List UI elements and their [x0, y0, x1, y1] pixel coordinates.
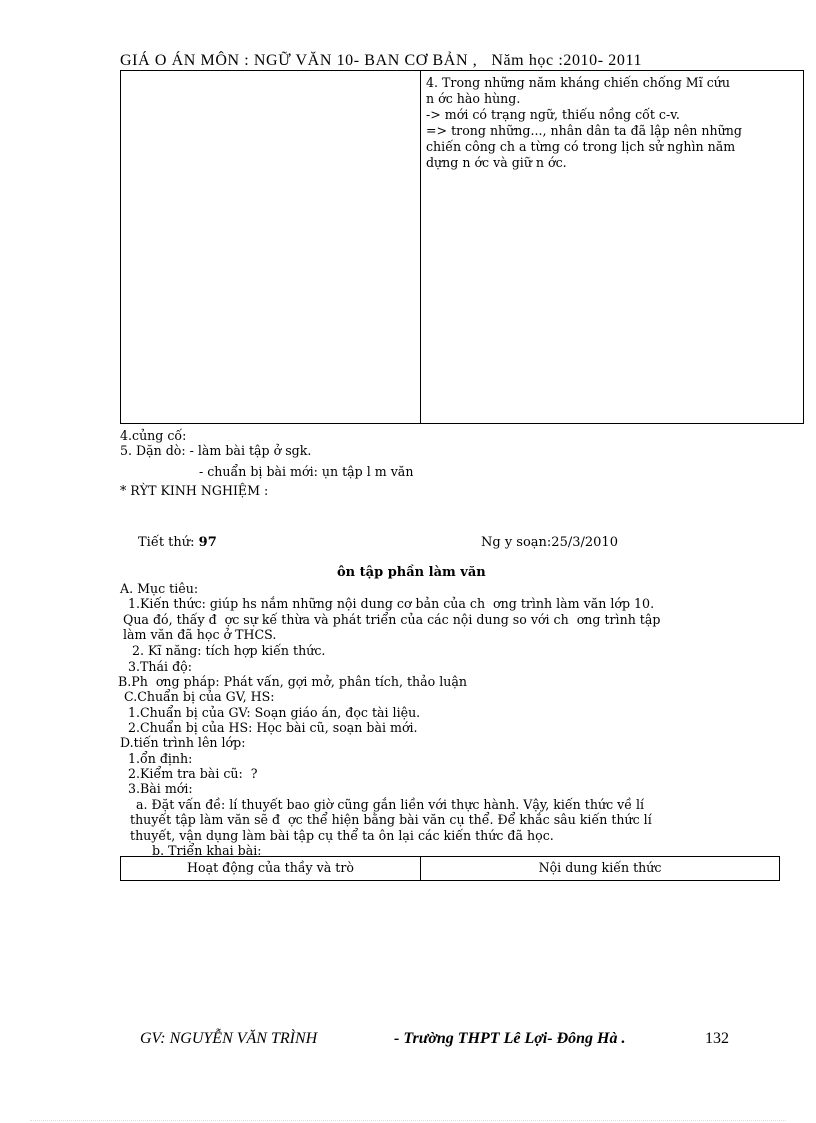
body-line: 1.ổn định: — [120, 751, 193, 766]
footer-school: - Trường THPT Lê Lợi- Đông Hà . — [394, 1030, 626, 1047]
ngay-soan: Ng y soạn:25/3/2010 — [481, 535, 618, 550]
body-line: 1.Kiến thức: giúp hs nắm những nội dung cơ bản của ch ơng trình làm văn lớp 10. — [120, 596, 655, 611]
col-header-activities: Hoạt động của thầy và trò — [187, 860, 354, 875]
cell-line: 4. Trong những năm kháng chiến chống Mĩ cứu — [426, 75, 730, 90]
cung-co-line: 4.củng cố: — [120, 428, 187, 443]
cell-line: => trong những..., nhân dân ta đã lập nên những — [426, 123, 742, 138]
footer-teacher: GV: NGUYỄN VĂN TRÌNH — [140, 1030, 318, 1047]
body-line: B.Ph ơng pháp: Phát vấn, gợi mở, phân tích, thảo luận — [118, 674, 467, 689]
col-header-content: Nội dung kiến thức — [538, 860, 662, 875]
body-line: 2.Kiểm tra bài cũ: ? — [120, 766, 258, 781]
header-year: Năm học :2010- 2011 — [491, 52, 643, 69]
body-line: thuyết, vận dụng làm bài tập cụ thể ta ôn lại các kiến thức đã học. — [126, 828, 554, 843]
body-line: a. Đặt vấn đề: lí thuyết bao giờ cũng gắn liền với thực hành. Vậy, kiến thức về lí — [120, 797, 645, 812]
body-line: 2.Chuẩn bị của HS: Học bài cũ, soạn bài mới. — [120, 720, 418, 735]
page-bottom-edge — [30, 1120, 786, 1121]
body-line: thuyết tập làm văn sẽ đ ợc thể hiện bằng bài văn cụ thể. Để khắc sâu kiến thức lí — [126, 812, 652, 827]
dan-do-line-1: 5. Dặn dò: - làm bài tập ở sgk. — [120, 443, 312, 458]
cell-line: dựng n ớc và giữ n ớc. — [426, 155, 567, 170]
tiet-label: Tiết thứ: — [138, 535, 199, 550]
body-line: b. Triển khai bài: — [120, 843, 262, 858]
body-line: C.Chuẩn bị của GV, HS: — [120, 689, 275, 704]
dan-do-line-2: - chuẩn bị bài mới: ụn tập l m văn — [199, 464, 414, 479]
cell-line: n ớc hào hùng. — [426, 91, 521, 106]
body-line: 1.Chuẩn bị của GV: Soạn giáo án, đọc tài liệu. — [120, 705, 421, 720]
body-line: 2. Kĩ năng: tích hợp kiến thức. — [120, 643, 326, 658]
body-line: D.tiến trình lên lớp: — [120, 735, 246, 750]
table-cell-right — [426, 75, 798, 171]
lesson-title: ôn tập phần làm văn — [337, 565, 486, 580]
body-line: Qua đó, thấy đ ợc sự kế thừa và phát triển của các nội dung so với ch ơng trình tập — [123, 612, 661, 627]
activity-table-header — [120, 856, 780, 881]
body-line: 3.Thái độ: — [120, 659, 192, 674]
content-table-top — [120, 70, 804, 424]
cell-line: chiến công ch a từng có trong lịch sử nghìn năm — [426, 139, 736, 154]
footer-page-number: 132 — [705, 1030, 729, 1047]
header-title: GIÁ O ÁN MÔN : NGỮ VĂN 10- BAN CƠ BẢN , — [120, 52, 478, 69]
page-header — [120, 52, 642, 70]
body-line: 3.Bài mới: — [120, 781, 193, 796]
table-column-divider — [420, 71, 421, 423]
rut-kinh-nghiem-label: * RỲT KINH NGHIỆM : — [120, 483, 269, 498]
tiet-number: 97 — [198, 535, 217, 550]
cell-line: -> mới có trạng ngữ, thiếu nồng cốt c-v. — [426, 107, 680, 122]
body-line: làm văn đã học ở THCS. — [123, 627, 277, 642]
tiet-thu — [138, 535, 217, 550]
body-line: A. Mục tiêu: — [120, 581, 199, 596]
